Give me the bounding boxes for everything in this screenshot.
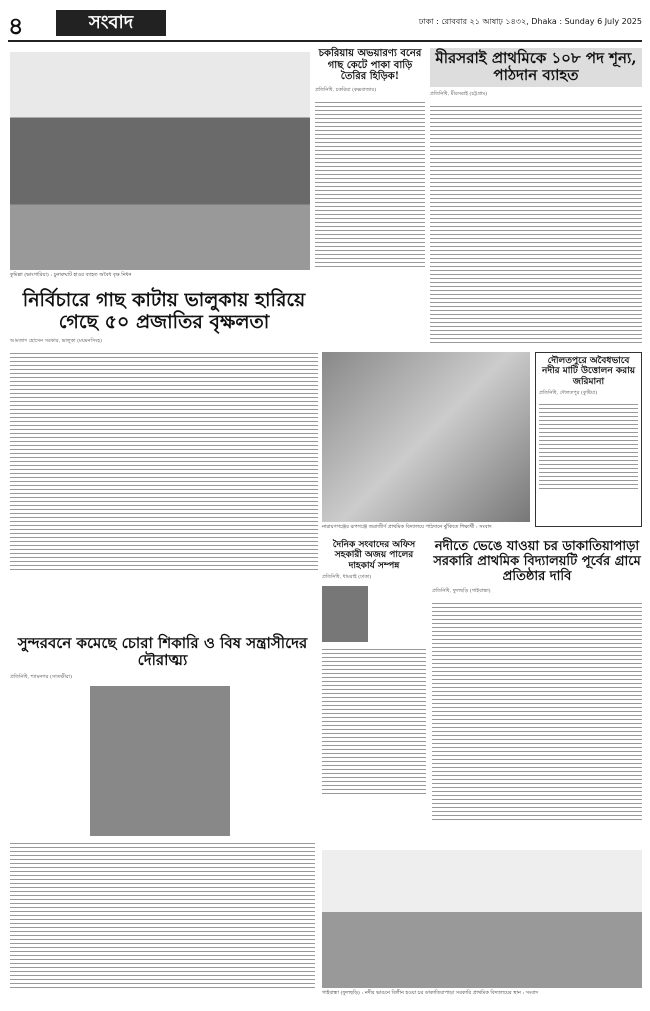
story-mirsarai-body: [430, 103, 642, 343]
story-sundarbans-headline: সুন্দরবনে কমেছে চোরা শিকারি ও বিষ সন্ত্রাসীদের দৌরাত্ম্য: [17, 634, 308, 670]
story-bhaluka-body: [10, 350, 318, 570]
dateline: ঢাকা : রোববার ২১ আষাঢ় ১৪৩২, Dhaka : Sunday 6 July 2025: [418, 17, 642, 26]
story-sundarbans-body: [10, 840, 315, 990]
masthead: [8, 8, 642, 42]
story-chakaria-body: [315, 99, 425, 269]
story-chakaria-byline: প্রতিনিধি, চকরিয়া (কক্সবাজার): [315, 86, 377, 93]
story-ajoy-pal-body: [322, 646, 426, 796]
story-dakatiapara-body: [432, 600, 642, 820]
story-daulatpur-headline: দৌলতপুরে অবৈধভাবে নদীর মাটি উত্তোলন করায় জরিমানা: [541, 356, 636, 387]
photo-caption: কুমিল্লা (ভাংগারিয়া) : চুনারুঘাট হাওর ব্যাহত অবৈধ বৃক্ষ নিধন: [10, 272, 132, 278]
story-sundarbans-byline: প্রতিনিধি, শ্যামনগর (সাতক্ষীরা): [10, 673, 73, 680]
story-ajoy-pal: [322, 540, 426, 800]
story-dakatiapara: [432, 540, 642, 845]
story-chakaria: [315, 48, 425, 288]
tree-photo: [10, 52, 310, 270]
story-mirsarai-byline: প্রতিনিধি, মীরসরাই (চট্টগ্রাম): [430, 90, 488, 97]
story-ajoy-pal-headline: দৈনিক সংবাদের অফিস সহকারী অজয় পালের দাহকার্য সম্পন্ন: [332, 540, 416, 571]
story-bhaluka-byline: আমজাদ হোসেন সরকার, ভালুকা (ময়মনসিংহ): [10, 337, 103, 344]
story-daulatpur-byline: প্রতিনিধি, দৌলতপুর (কুষ্টিয়া): [539, 390, 598, 397]
story-daulatpur: [535, 352, 642, 527]
school-photo-caption: নারায়ণগঞ্জের রূপগঞ্জে জরাজীর্ণ প্রাথমিক বিদ্যালয়ে পাঠদানে ঝুঁকিতে শিক্ষার্থী : সংবাদ: [322, 524, 492, 530]
story-mirsarai-headline: মীরসরাই প্রাথমিকে ১০৮ পদ শূন্য, পাঠদান ব্যাহত: [430, 48, 642, 87]
portrait-photo: [322, 586, 368, 642]
newspaper-logo: সংবাদ: [56, 10, 166, 36]
river-erosion-photo: [322, 850, 642, 988]
story-daulatpur-body: [539, 401, 638, 491]
story-dakatiapara-byline: প্রতিনিধি, ফুলছড়ি (গাইবান্ধা): [432, 587, 491, 594]
story-mirsarai: [430, 48, 642, 348]
story-bhaluka: [10, 290, 318, 590]
story-dakatiapara-headline: নদীতে ভেঙে যাওয়া চর ডাকাতিয়াপাড়া সরকারি প্রাথমিক বিদ্যালয়টি পূর্বের গ্রামে প্রতিষ্ঠার দাবি: [433, 539, 641, 584]
story-chakaria-headline: চকরিয়ায় অভয়ারণ্য বনের গাছ কেটে পাকা বাড়ি তৈরির হিড়িক!: [318, 48, 422, 82]
story-sundarbans: [10, 635, 315, 1005]
river-photo-caption: গাইবান্ধা (ফুলছড়ি) : নদীর ভাঙনে বিলীন হওয়া চর ডাকাতিয়াপাড়া সরকারি প্রাথমিক বিদ্যালয়ের স্থান : সংবাদ: [322, 990, 539, 996]
story-ajoy-pal-byline: প্রতিনিধি, ধামরাই (ঢাকা): [322, 574, 372, 581]
forest-patrol-photo: [90, 686, 230, 836]
story-bhaluka-headline: নির্বিচারে গাছ কাটায় ভালুকায় হারিয়ে গেছে ৫০ প্রজাতির বৃক্ষলতা: [22, 289, 306, 333]
page-number: ৪: [8, 11, 24, 40]
school-photo: [322, 352, 530, 522]
